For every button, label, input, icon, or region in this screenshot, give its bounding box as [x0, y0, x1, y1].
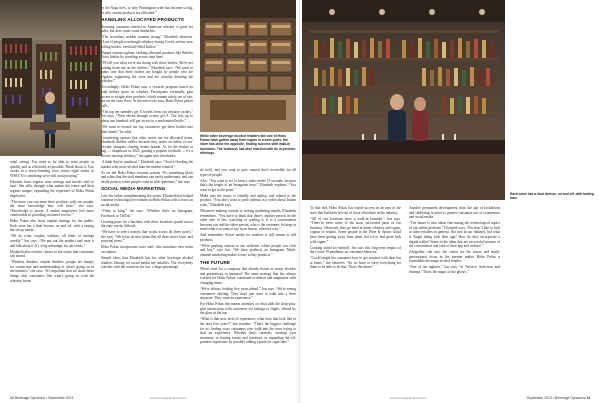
store-interior-image	[0, 0, 102, 156]
paragraph: Whenever making content or writing marketing emails, Elizabeth remembers, “You have to think that there's another person on the other side of this, watching or reading it. It is a conversation between you and the other person, who is the customer. So keep in mind what you want to say in an honest, effective way.”	[200, 208, 296, 232]
paragraph: “One of our taglines,” Jon says, “is ‘Service, Selection, and Savings.’ That's the magic of the ghost's.”	[409, 265, 500, 274]
paragraph: “Whiskey drinkers, tequila drinkers, people are hungry for connection and understanding of what's going on in the industry,” she says. “It's important that we share these things with customers; like what's going on with the whiskey boom	[10, 260, 94, 283]
paragraph: “What is that next level of experience, what does that look like in the next five years?” Jon wonders. “That's the biggest challenge for us: finding ways customers who walk into the store trying to find an experience. Whether that's carefully curating your inventory, or hosting events and functions, or expanding the off-premise experience by possibly adding a patio for cigar fans.”	[200, 317, 296, 345]
paragraph: “The more you can taste these products with our people, the more knowledge they will have,” she says. “Knowledge is power. It makes employees feel more comfortable in providing customer service.”	[10, 199, 94, 218]
left-col-2	[101, 6, 193, 386]
page-number-right: 13	[586, 396, 590, 400]
paragraph: Hobo Pokas incorporates store staff, who introduce new items on camera.	[101, 245, 193, 254]
paragraph: “We do wine, tequila, whiskey, all kinds of tastings weekly,” Jon says. “We put out the product and taste it and talk about it. It's a big advantage for our stores.”	[10, 234, 94, 248]
paragraph: “The secondary market remains strong,” Elizabeth observes. “Lots of people overbought whiskey during Covid, and are now selling bottles, even half-filled bottles.”	[101, 35, 193, 49]
paragraph: Like her father complementing the stores, Elizabeth has helped continue technological evolution at Hobo Pokas with a focus on social media.	[101, 193, 193, 208]
paragraph: “Covid taught the consumer how to get creative with their bar at home,” she observes. “So we have to carry everything for them to be able to do that. That's the future.”	[310, 256, 401, 270]
paragraph: retail setting. You need to be able to train people as quickly and as efficiently as possible. Think about it: Two weeks in a micro-learning class versus eight weeks in WSET. It's something we're still incorporating.”	[10, 160, 94, 178]
right-text-columns	[310, 206, 500, 386]
paragraph: Simple ideas that Elizabeth has for other beverage alcohol retailers filming for social media use subtitles. Not everybody watches with the sound on (in fact, a large percentage	[101, 255, 193, 270]
paragraph: or the Napa fires, or why Washington wine has become so big, or why certain products are allocated.”	[101, 6, 193, 15]
paragraph: “I think they're unethical,” Elizabeth says. “You're flooding the market with more alcohol than the market wanted.”	[101, 159, 193, 169]
paragraph: “Video is king,” she says. “Whether that's on Instagram, Facebook or TikTok.”	[101, 209, 193, 218]
paragraph: Another permanent development from the age of lockdowns and sheltering in place is greater consumer use of ecommerce and social media.	[409, 206, 500, 220]
humidor-photo	[200, 0, 296, 132]
left-page-footer	[10, 396, 73, 400]
paragraph: “All of our locations have a walk-in humidor,” Jon says. “There've been some of the most successful parts of our business. Obviously they go hand in hand: whiskey and cigars, cognac or tequila. Some people in the Wine & Spirits Guild have been getting away from them, but we've had great luck with cigars.”	[310, 216, 401, 244]
paragraph: Make sure the music is friendly and upbeat, and related to the product. “You don't want to push jadenut in a video about Italian wine,” Elizabeth says.	[200, 193, 296, 207]
paragraph: “We're pushing content to our websites, where people can click and buy,” says Jon. “We have products on Instagram. Multi-channel marketing makes it easy to buy products.”	[200, 243, 296, 258]
paragraph: do not!), and you want to post content that's accessible for all types of people.	[200, 168, 296, 177]
store-photo-left	[0, 0, 102, 156]
paragraph: Hobo Pokas also hosts regular tastings for the public. Each store has a dual license, on and off, with a tasting bar set up inside.	[10, 219, 94, 233]
footer-publication-right: September 2023 • Beverage Dynamics	[526, 396, 586, 400]
right-page-footer	[527, 396, 590, 400]
tasting-bar-image	[302, 0, 505, 200]
paragraph: What's next for a company that already boasts so many decades and generations in business? The same strategy that has always worked for Hobo Pokas: continued evolution and adaptation with changing times.	[200, 267, 296, 286]
paragraph: Also: “You want to try to keep a video under 15 seconds, because that's the length of an Instagram story,” Elizabeth explains. “You want to get to the point.”	[200, 178, 296, 192]
paragraph: And remember: Social media for retailers is still meant to sell products.	[200, 233, 296, 242]
left-col-1	[10, 160, 94, 385]
paragraph: To that end, Hobo Pokas has found success in an area of the store that had been left out of favor elsewhere in the industry.	[310, 206, 401, 215]
paragraph: Considering options that other stores use for allocated items, Elizabeth dislikes raffles because they invite an influx of out-of-state shoppers chasing trendy brands. As for the basket or bag — ubiquitous in 2023, gaining a popular foothold — it's a slower-moving whiskey,” she again sees drawbacks.	[101, 135, 193, 158]
paragraph: Edwards hosts regular wine tastings and invites staff to taste. She talks through what makes the wines and their regions unique, expanding the repertoire of Hobo Pokas employees.	[10, 179, 94, 198]
tasting-bar-photo	[302, 0, 505, 200]
footer-publication-left: Beverage Dynamics • September 2023	[14, 396, 74, 400]
footer-url-left: www.beveragedynamics.com	[150, 396, 187, 400]
right-page	[300, 0, 600, 403]
paragraph: Booming consumer interest in American whiskey is great for sales, but does cause some headaches.	[101, 24, 193, 34]
paragraph: Looking ahead for himself, Jon says this long-term impact of the Covid-19 pandemic on consumer behavior.	[310, 245, 401, 255]
paragraph: For Hobo Pokas this means attention on what adds the shop-plus; plus interactions with customers via tastings or flights offered by the glass at the bar.	[200, 302, 296, 316]
tasting-bar-caption: Each store has a dual license, on and off, with tasting bars.	[510, 192, 594, 201]
paragraph: As for the Hobo Pokas rewards system, “It's something black and white that the staff members can easily understand, and can easily point to when people come in with questions,” she says.	[101, 170, 193, 184]
paragraph: “The future is also about fine-tuning the technological aspect of our online platform,” Elizabeth says. “For that, I like to look at other retailers in general. Not just in our industry, but what is Target doing with their app? How do they incorporate a digital wallet? Some of the ideas that are successful because of the convenience and ease of their app and website.”	[409, 221, 500, 249]
paragraph: Altogether, she says the vision for the future and multi-generational focus in the present makes Hobo Pokas a formidable beverage alcohol retailer.	[409, 250, 500, 264]
humidor-caption: While other beverage alcohol retailers like one of Hobo Pokas have gotten away from cigars in recent years, the store has done the opposite, finding success with walk-in humidors. The business has also reached with its in-premise offerings.	[200, 134, 296, 155]
paragraph: “We have to select content that works across all three stores,” she says. “We focus on new items that all three stores have, and seasonal items.”	[101, 230, 193, 244]
paragraph: Elizabeth also teaches classes in the stores that customers can attend.	[10, 249, 94, 259]
paragraph: “We want to reward our top customers; get these bottles into their hands,” he adds.	[101, 125, 193, 134]
section-heading-allocated: HANDLING ALLOCATED PRODUCTS	[101, 17, 185, 23]
paragraph: “I'll tell you what we're not doing with these bottles. We're not putting them out on the shelves,” Elizabeth says. “We want to make sure that these bottles are bought by people who are regulars supporting the store and are actually drinking the whiskey.”	[101, 61, 193, 84]
footer-url-right: www.beveragedynamics.com	[390, 396, 427, 400]
paragraph: “The top ten spenders get X bottles from our whiskey caches,” Jon says. “Then eleven through twenty get X. The rest, up to about one hundred, will get access to a randomized bottle.”	[101, 109, 193, 124]
paragraph: Accordingly, Hobo Pokas runs a rewards program based on total dollars spent on whiskey. Participants eventually gain access to sought-after products, which remain safely out of site, not on the store floor. At the end of the year, Hobo Pokas places calls.	[101, 85, 193, 108]
page-number-left: 12	[10, 396, 14, 400]
humidor-image	[200, 0, 296, 132]
left-col-3	[200, 168, 296, 386]
section-heading-social: SOCIAL MEDIA MARKETING	[101, 186, 166, 192]
paragraph: “We're always looking five years ahead,” Jon says. “We're seeing consumers shifting. They don't just want to walk into a store anymore. They want an experience.”	[200, 287, 296, 301]
section-heading-future: THE FUTURE	[200, 259, 231, 265]
paragraph: Flipper remain vigilant, seeking allocated products like Buffalo Trace bottles by traveling across state lines.	[101, 50, 193, 60]
paragraph: Creating posts for a business with three locations spread across the state can be difficult.	[101, 219, 193, 229]
